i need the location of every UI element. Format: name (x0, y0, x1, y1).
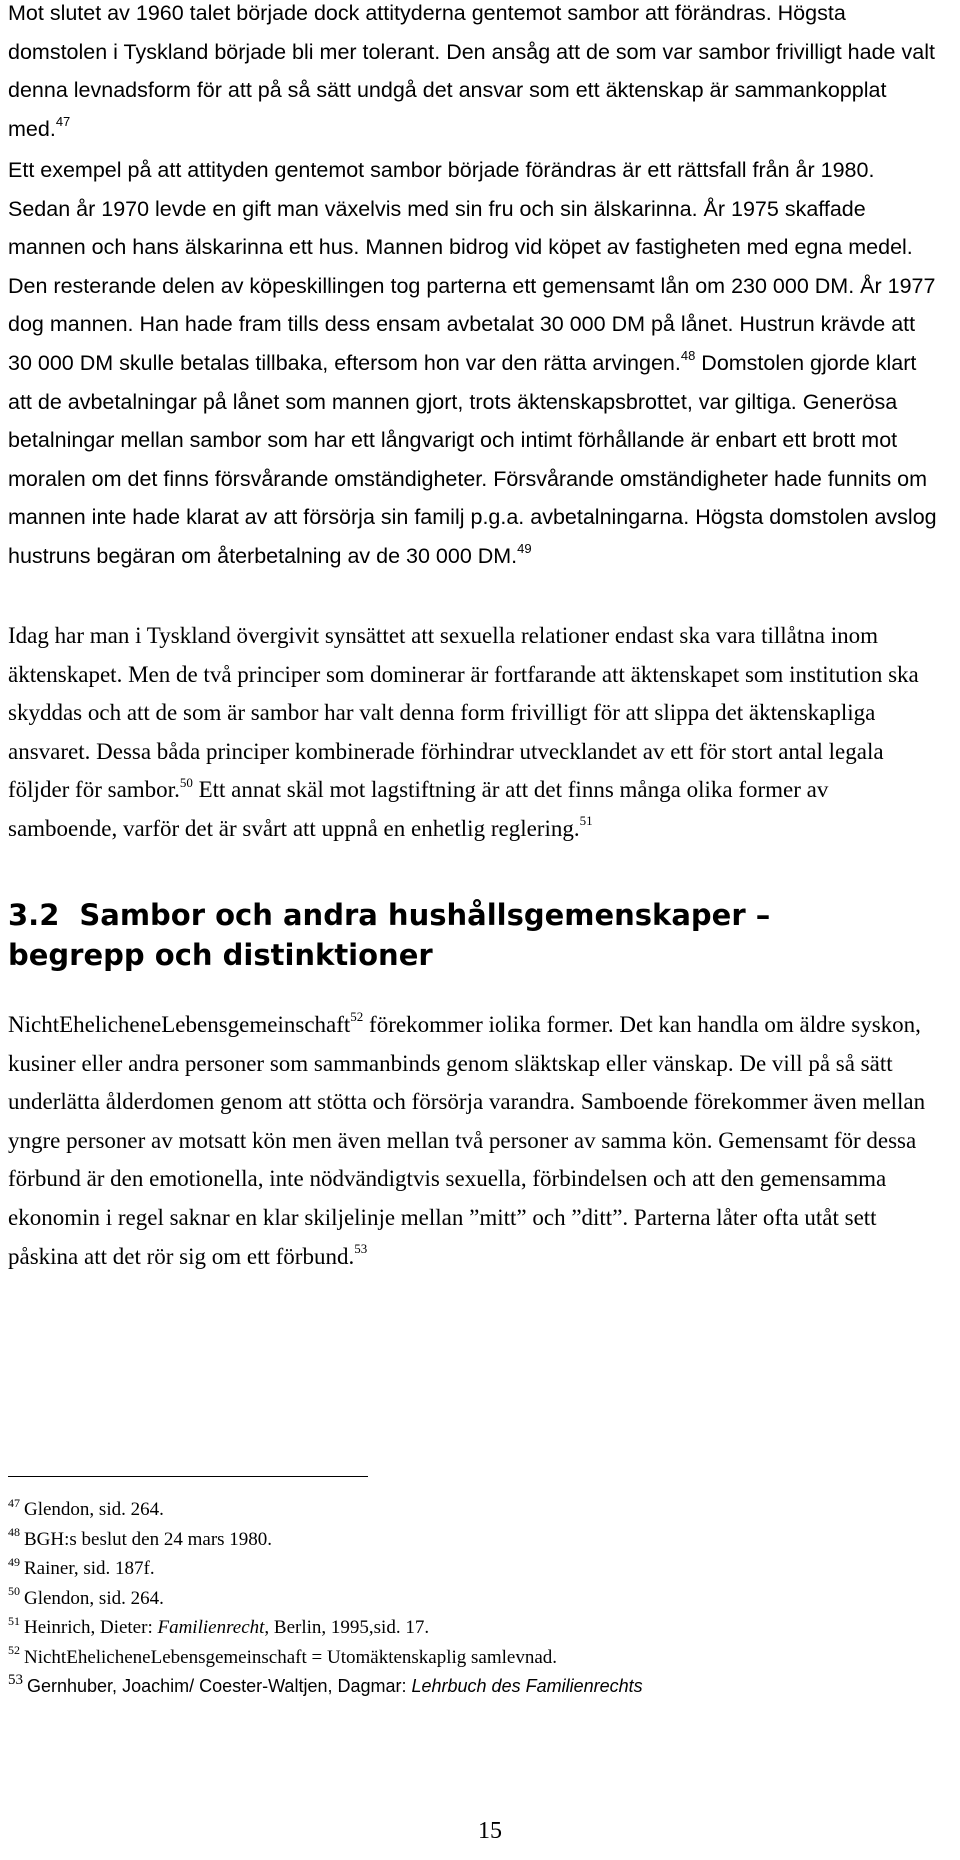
paragraph-2-text-a: Ett exempel på att attityden gentemot sambor började förändras är ett rättsfall från år 1980. Sedan år 1970 levde en gift man växelvis med sin fru och sin älskarinna. År 1975 skaffade mannen och hans älskarinna ett hus. Mannen bidrog vid köpet av fastigheten med egna medel. Den resterande delen av köpeskillingen tog parterna ett gemensamt lån om 230 000 DM. År 1977 dog mannen. Han hade fram tills dess ensam avbetalat 30 000 DM på lånet. Hustrun krävde att 30 000 DM skulle betalas tillbaka, eftersom hon var den rätta arvingen. (8, 158, 936, 375)
paragraph-1-text: Mot slutet av 1960 talet började dock attityderna gentemot sambor att förändras. Högsta domstolen i Tyskland började bli mer tolerant. Den ansåg att de som var sambor frivilligt hade valt denna levnadsform för att på så sätt undgå det ansvar som ett äktenskap är sammankopplat med. (8, 1, 935, 141)
paragraph-4 (8, 1006, 938, 1276)
paragraph-3 (8, 617, 938, 849)
paragraph-2-text-b: Domstolen gjorde klart att de avbetalningar på lånet som mannen gjort, trots äktenskapsbrottet, var giltiga. Generösa betalningar mellan sambor som har ett långvarigt och intimt förhållande är enbart ett brott mot moralen om det finns försvårande omständigheter. Försvårande omständigheter hade funnits om mannen inte hade klarat av att försörja sin familj p.g.a. avbetalningarna. Högsta domstolen avslog hustruns begäran om återbetalning av de 30 000 DM. (8, 350, 937, 568)
footnote-49: $^{49}$ Rainer, sid. 187f. (8, 1554, 155, 1579)
paragraph-4-text: förekommer iolika former. Det kan handla om äldre syskon, kusiner eller andra personer som sammanbinds genom släktskap eller vänskap. De vill på så sätt underlätta ålderdomen genom att stötta och försörja varandra. Samboende förekommer även mellan yngre personer av motsatt kön men även mellan två personer av samma kön. Gemensamt för dessa förbund är den emotionella, inte nödvändigtvis sexuella, förbindelsen och att den gemensamma ekonomin i regel saknar en klar skiljelinje mellan ”mitt” och ”ditt”. Parterna låter ofta utåt sett påskina att det rör sig om ett förbund. (8, 1012, 926, 1269)
paragraph-3-text-b: Ett annat skäl mot lagstiftning är att det finns många olika former av samboende, varför det är svårt att uppnå en enhetlig reglering. (8, 777, 829, 841)
section-heading (8, 895, 938, 975)
book-title: Lehrbuch des Familienrechts (411, 1676, 643, 1696)
footnote-53: $^{53}$ Gernhuber, Joachim/ Coester-Waltjen, Dagmar: Lehrbuch des Familienrechts (8, 1672, 643, 1696)
document-page (8, 0, 948, 1860)
page-number: 15 (478, 1818, 502, 1844)
section-title-line-2: begrepp och distinktioner (8, 938, 433, 972)
footnote-ref-48[interactable]: 48 (680, 347, 696, 363)
footnote-divider (8, 1476, 368, 1477)
paragraph-2 (8, 151, 938, 576)
footnote-ref-47[interactable]: 47 (55, 113, 71, 129)
paragraph-3-text-a: Idag har man i Tyskland övergivit synsättet att sexuella relationer endast ska vara tillåtna inom äktenskapet. Men de två principer som dominerar är fortfarande att äktenskapet som institution ska skyddas och att de som är sambor har valt denna form frivilligt för att slippa det äktenskapliga ansvaret. Dessa båda principer kombinerade förhindrar utvecklandet av ett för stort antal legala följder för sambor. (8, 623, 919, 803)
footnote-52: $^{52}$ NichtEhelicheneLebensgemeinschaft = Utomäktenskaplig samlevnad. (8, 1643, 558, 1668)
footnotes (8, 1495, 938, 1702)
section-title-line-1: Sambor och andra hushållsgemenskaper – (79, 898, 771, 932)
paragraph-4-term: NichtEhelicheneLebensgemeinschaft (8, 1012, 351, 1037)
footnote-50: $^{50}$ Glendon, sid. 264. (8, 1584, 164, 1609)
footnote-ref-53[interactable]: 53 (354, 1240, 368, 1256)
paragraph-1 (8, 0, 938, 148)
footnote-ref-51[interactable]: 51 (579, 813, 593, 829)
footnote-ref-50[interactable]: 50 (179, 774, 193, 790)
section-number: 3.2 (8, 898, 60, 932)
book-title: Familienrecht (157, 1617, 265, 1638)
footnote-48: $^{48}$ BGH:s beslut den 24 mars 1980. (8, 1525, 273, 1550)
footnote-ref-52[interactable]: 52 (350, 1009, 364, 1025)
footnote-ref-49[interactable]: 49 (517, 540, 532, 556)
footnote-47: $^{47}$ Glendon, sid. 264. (8, 1495, 164, 1520)
footnote-51: $^{51}$ Heinrich, Dieter: Familienrecht, Berlin, 1995,sid. 17. (8, 1613, 430, 1638)
